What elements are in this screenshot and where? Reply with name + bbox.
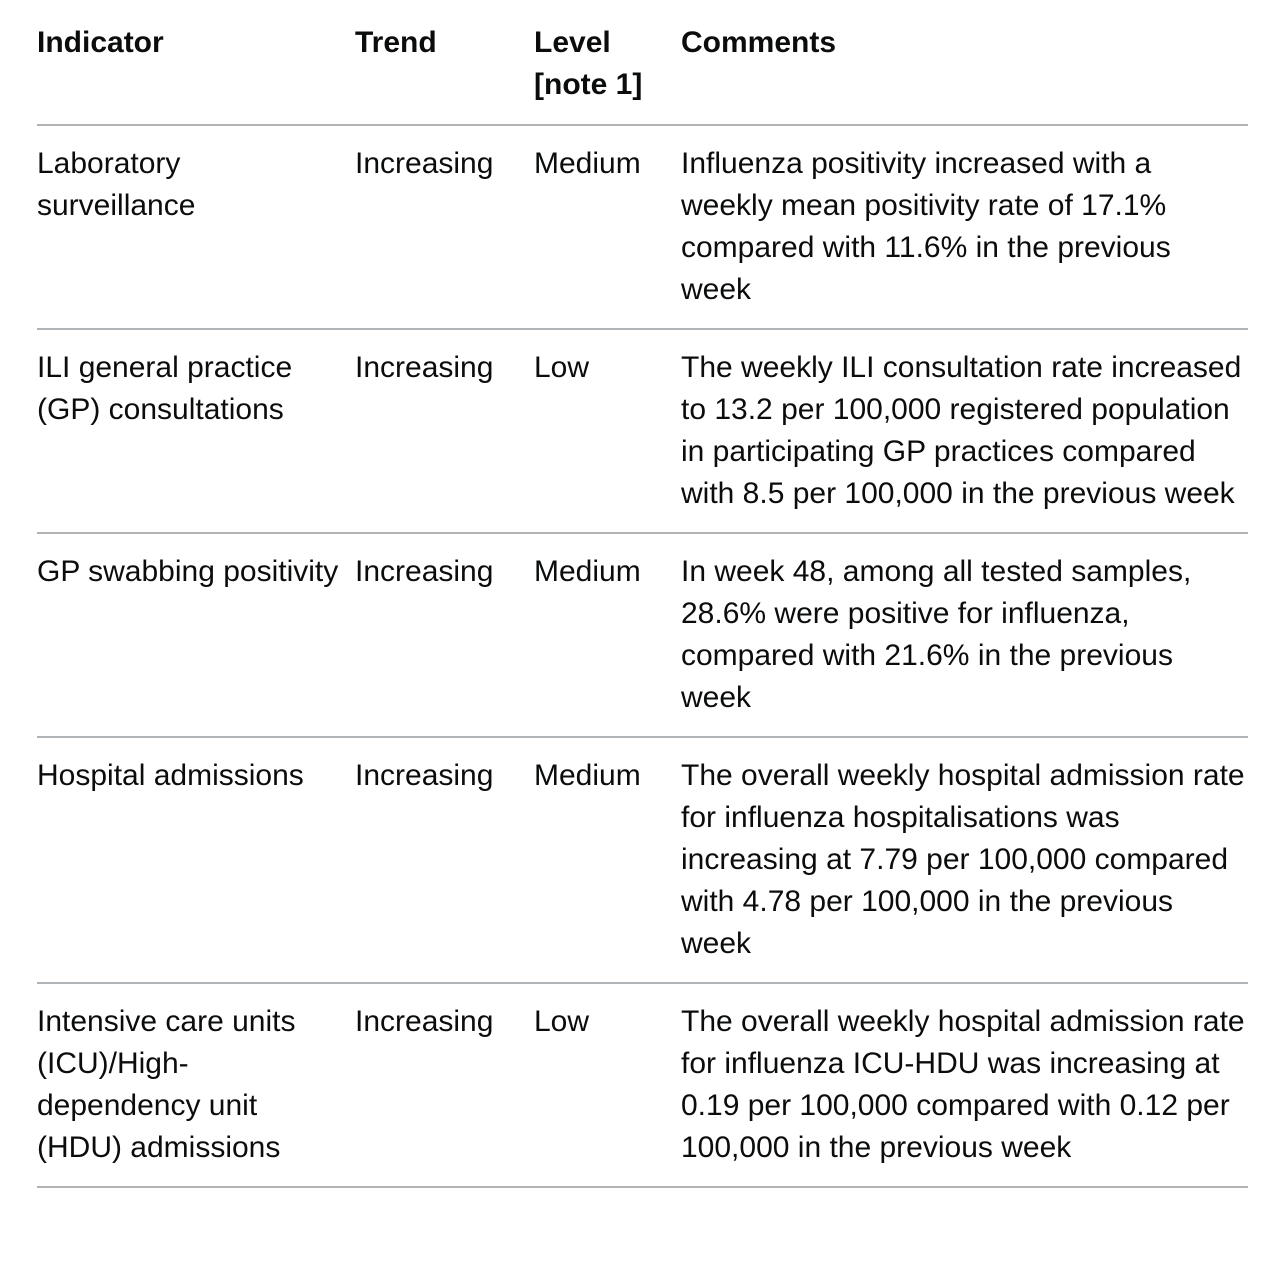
cell-trend: Increasing [355, 329, 534, 533]
table-row [37, 737, 1248, 983]
cell-level: Medium [534, 737, 681, 983]
header-level: Level [note 1] [534, 0, 681, 125]
header-trend: Trend [355, 0, 534, 125]
cell-comments: Influenza positivity increased with a weekly mean positivity rate of 17.1% compared with 11.6% in the previous week [681, 125, 1248, 329]
cell-level: Medium [534, 125, 681, 329]
table-row [37, 329, 1248, 533]
table-row [37, 983, 1248, 1187]
cell-level: Medium [534, 533, 681, 737]
cell-indicator: GP swabbing positivity [37, 533, 355, 737]
cell-comments: The overall weekly hospital admission rate for influenza hospitalisations was increasing at 7.79 per 100,000 compared with 4.78 per 100,000 in the previous week [681, 737, 1248, 983]
table-header-row [37, 0, 1248, 125]
cell-trend: Increasing [355, 983, 534, 1187]
cell-level: Low [534, 329, 681, 533]
cell-indicator: Hospital admissions [37, 737, 355, 983]
header-comments: Comments [681, 0, 1248, 125]
indicator-table-container [37, 0, 1248, 1188]
cell-indicator: ILI general practice (GP) consultations [37, 329, 355, 533]
header-indicator: Indicator [37, 0, 355, 125]
cell-comments: The weekly ILI consultation rate increased to 13.2 per 100,000 registered population in participating GP practices compared with 8.5 per 100,000 in the previous week [681, 329, 1248, 533]
cell-trend: Increasing [355, 737, 534, 983]
cell-indicator: Intensive care units (ICU)/High-dependency unit (HDU) admissions [37, 983, 355, 1187]
cell-indicator: Laboratory surveillance [37, 125, 355, 329]
cell-trend: Increasing [355, 533, 534, 737]
table-row [37, 533, 1248, 737]
cell-trend: Increasing [355, 125, 534, 329]
cell-comments: The overall weekly hospital admission rate for influenza ICU-HDU was increasing at 0.19 per 100,000 compared with 0.12 per 100,000 in the previous week [681, 983, 1248, 1187]
indicator-table [37, 0, 1248, 1188]
cell-comments: In week 48, among all tested samples, 28.6% were positive for influenza, compared with 21.6% in the previous week [681, 533, 1248, 737]
cell-level: Low [534, 983, 681, 1187]
table-row [37, 125, 1248, 329]
